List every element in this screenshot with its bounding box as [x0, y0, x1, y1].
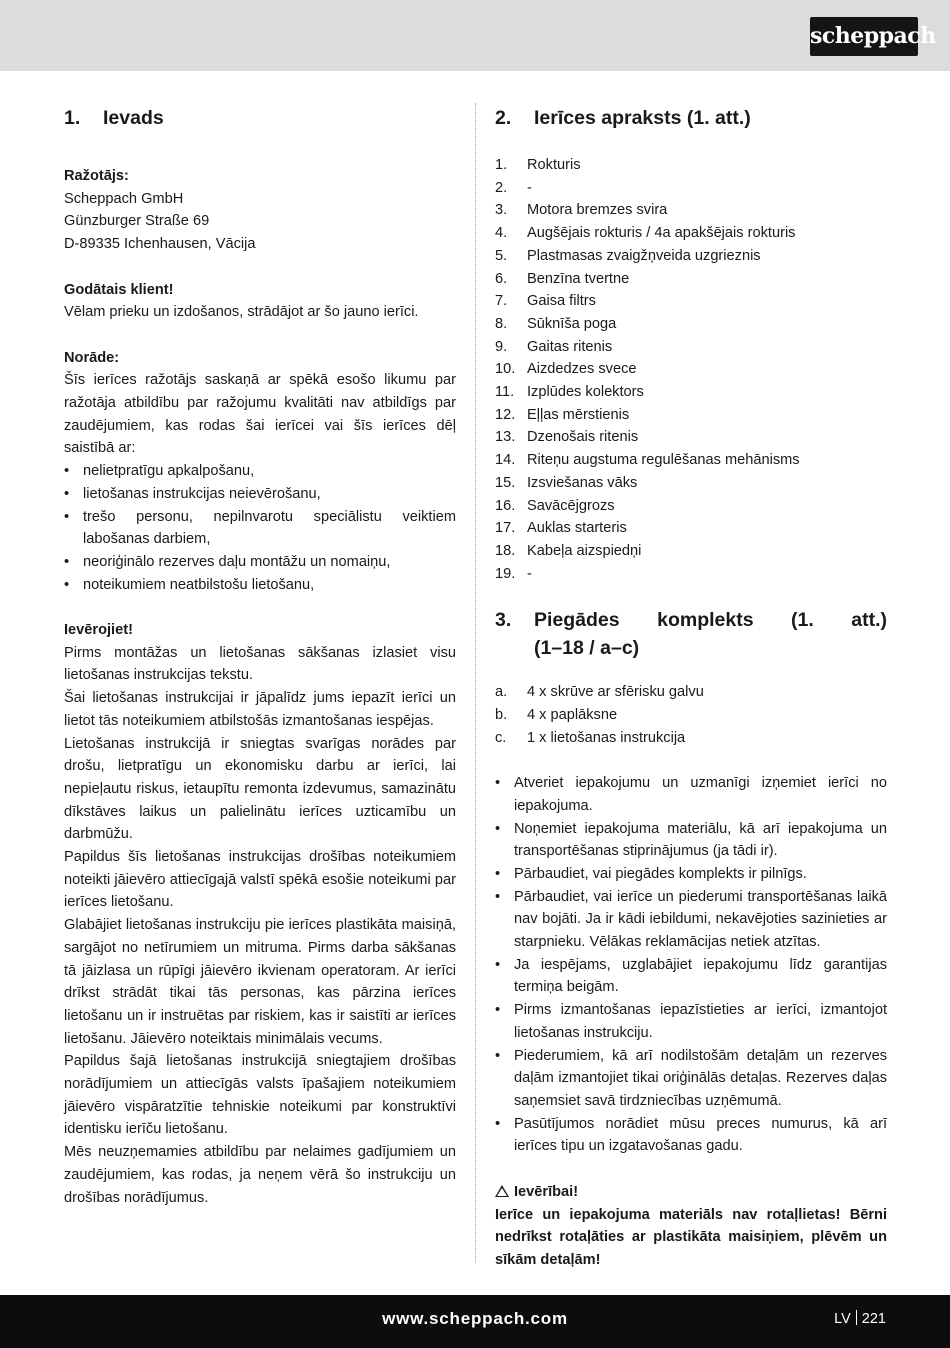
parts-list-item: 6. Benzīna tvertne	[495, 270, 630, 287]
right-column	[495, 104, 887, 1272]
parts-list-item: 2. -	[495, 179, 532, 196]
warning-text: Ierīce un iepakojuma materiāls nav rotaļlietas! Bērni nedrīkst rotaļāties ar plastikāta maisiņiem, plēvēm un sīkām detaļām!	[495, 1206, 887, 1268]
greeting-text: Vēlam prieku un izdošanos, strādājot ar šo jauno ierīci.	[64, 304, 419, 321]
section-2-heading: 2. Ierīces apraksts (1. att.)	[495, 107, 751, 129]
delivery-bullet: • Atveriet iepakojumu un uzmanīgi izņemiet ierīci no iepakojuma.	[495, 775, 887, 814]
page-separator	[856, 1310, 857, 1325]
parts-list-item: 15. Izsviešanas vāks	[495, 474, 638, 491]
note-bullet: • neoriģinālo rezerves daļu montāžu un nomaiņu,	[64, 553, 391, 570]
parts-list-item: 3. Motora bremzes svira	[495, 202, 668, 219]
section-3-title-line1: Piegādes komplekts (1. att.)	[534, 609, 887, 632]
intro-paragraph: Lietošanas instrukcijā ir sniegtas svarīgas norādes par drošu, lietpratīgu un ekonomisku darbu ar ierīci, lai nepieļautu riskus, ietaupītu remonta izdevumus, samazinātu dīkstāves laikus un palielinātu ierīces uzticamību un darbmūžu.	[64, 735, 456, 843]
note-bullet: • nelietpratīgu apkalpošanu,	[64, 463, 255, 480]
parts-list-item: 7. Gaisa filtrs	[495, 293, 596, 310]
intro-paragraph: Šai lietošanas instrukcijai ir jāpalīdz jums iepazīt ierīci un lietot tās noteikumiem atbilstošās izmantošanas iespējas.	[64, 690, 456, 729]
parts-list-item: 10. Aizdedzes svece	[495, 361, 637, 378]
section-3-heading: 3. Piegādes komplekts (1. att.) (1–18 / a–c)	[495, 606, 887, 662]
warning-triangle-icon	[495, 1185, 509, 1197]
parts-list-item: 18. Kabeļa aizspiedņi	[495, 542, 642, 559]
note-bullet: • noteikumiem neatbilstošu lietošanu,	[64, 576, 315, 593]
delivery-bullet: • Pirms izmantošanas iepazīstieties ar ierīci, izmantojot lietošanas instrukciju.	[495, 1002, 887, 1041]
attention-label: Ievērojiet!	[64, 622, 133, 639]
warning-heading: Ievērībai!	[495, 1181, 887, 1204]
delivery-bullet: • Noņemiet iepakojuma materiālu, kā arī iepakojuma un transportēšanas stiprinājumus (ja tādi ir).	[495, 820, 887, 860]
delivery-list-item: a. 4 x skrūve ar sfērisku galvu	[495, 684, 704, 701]
delivery-bullet: • Pārbaudiet, vai piegādes komplekts ir pilnīgs.	[495, 865, 807, 882]
language-code: LV	[834, 1311, 851, 1327]
page-number-value: 221	[861, 1311, 886, 1327]
intro-paragraph: Glabājiet lietošanas instrukciju pie ierīces plastikāta maisiņā, sargājot no netīrumiem un mitruma. Pirms darba sākšanas tā jāizlasa un rūpīgi jāievēro ikvienam operatoram. Ar ierīci drīkst strādāt tikai tās personas, kas pārzina ierīces lietošanu un ir instruētas par riskiem, kas ir saistīti ar ierīces lietošanu. Jāievēro noteiktais minimālais vecums.	[64, 917, 456, 1047]
parts-list-item: 13. Dzenošais ritenis	[495, 429, 639, 446]
parts-list-item: 17. Auklas starteris	[495, 520, 627, 537]
parts-list-item: 19. -	[495, 565, 532, 582]
parts-list-item: 14. Riteņu augstuma regulēšanas mehānisms	[495, 452, 800, 469]
manufacturer-name: Scheppach GmbH	[64, 190, 184, 207]
intro-paragraph: Mēs neuzņemamies atbildību par nelaimes gadījumiem un zaudējumiem, kas rodas, ja neņem vērā šo instrukciju un drošības norādījumus.	[64, 1144, 456, 1206]
note-bullet: • lietošanas instrukcijas neievērošanu,	[64, 485, 321, 502]
footer-website: www.scheppach.com	[382, 1309, 568, 1328]
parts-list-item: 16. Savācējgrozs	[495, 497, 615, 514]
intro-paragraph: Papildus šajā lietošanas instrukcijā sniegtajiem drošības norādījumiem un attiecīgās valsts īpašajiem noteikumiem jāievēro vispāratzītie tehniskie noteikumi par konstruktīvi identisku ierīču lietošanu.	[64, 1053, 456, 1138]
parts-list-item: 9. Gaitas ritenis	[495, 338, 613, 355]
delivery-bullet: • Ja iespējams, uzglabājiet iepakojumu līdz garantijas termiņa beigām.	[495, 956, 887, 996]
note-bullet: • trešo personu, nepilnvarotu speciālistu veiktiem labošanas darbiem,	[64, 508, 456, 548]
left-column	[64, 104, 456, 1209]
scheppach-logo: scheppach	[810, 17, 918, 56]
parts-list-item: 12. Eļļas mērstienis	[495, 406, 630, 423]
delivery-bullet: • Piederumiem, kā arī nodilstošām detaļām un rezerves daļām izmantojiet tikai oriģinālās detaļas. Rezerves daļas saņemsiet savā tirdzniecības uzņēmumā.	[495, 1047, 887, 1109]
manufacturer-city: D-89335 Ichenhausen, Vācija	[64, 236, 256, 253]
manufacturer-street: Günzburger Straße 69	[64, 213, 210, 230]
parts-list-item: 5. Plastmasas zvaigžņveida uzgrieznis	[495, 247, 761, 264]
intro-paragraph: Pirms montāžas un lietošanas sākšanas izlasiet visu lietošanas instrukcijas tekstu.	[64, 644, 456, 684]
page-number	[834, 1310, 886, 1327]
parts-list-item: 11. Izplūdes kolektors	[495, 384, 644, 401]
section-3-title-line2: (1–18 / a–c)	[534, 637, 640, 660]
note-label: Norāde:	[64, 349, 120, 366]
parts-list-item: 1. Rokturis	[495, 157, 581, 173]
intro-paragraph: Papildus šīs lietošanas instrukcijas drošības noteikumiem noteikti jāievēro attiecīgajā valstī spēkā esošie noteikumi par ierīces lietošanu.	[64, 849, 456, 911]
note-text: Šīs ierīces ražotājs saskaņā ar spēkā esošo likumu par ražotāja atbildību par ražojumu kvalitāti nav atbildīgs par zaudējumiem, kas rodas šai ierīcei vai šīs ierīces dēļ saistībā ar:	[64, 372, 456, 457]
delivery-list-item: c. 1 x lietošanas instrukcija	[495, 729, 686, 746]
delivery-bullet: • Pārbaudiet, vai ierīce un piederumi transportēšanas laikā nav bojāti. Ja ir kādi iebildumi, nekavējoties sazinieties ar starpnieku. Vēlākas reklamācijas netiek atzītas.	[495, 888, 887, 951]
footer-bar	[0, 1295, 950, 1348]
greeting-label: Godātais klient!	[64, 281, 174, 298]
delivery-bullet: • Pasūtījumos norādiet mūsu preces numurus, kā arī ierīces tipu un izgatavošanas gadu.	[495, 1115, 887, 1155]
top-header-bar	[0, 0, 950, 71]
parts-list-item: 8. Sūknīša poga	[495, 315, 617, 332]
delivery-list-item: b. 4 x paplāksne	[495, 707, 618, 724]
parts-list-item: 4. Augšējais rokturis / 4a apakšējais rokturis	[495, 225, 796, 242]
column-divider	[475, 103, 476, 1263]
manufacturer-label: Ražotājs:	[64, 168, 129, 184]
section-1-heading: 1. Ievads	[64, 107, 164, 129]
